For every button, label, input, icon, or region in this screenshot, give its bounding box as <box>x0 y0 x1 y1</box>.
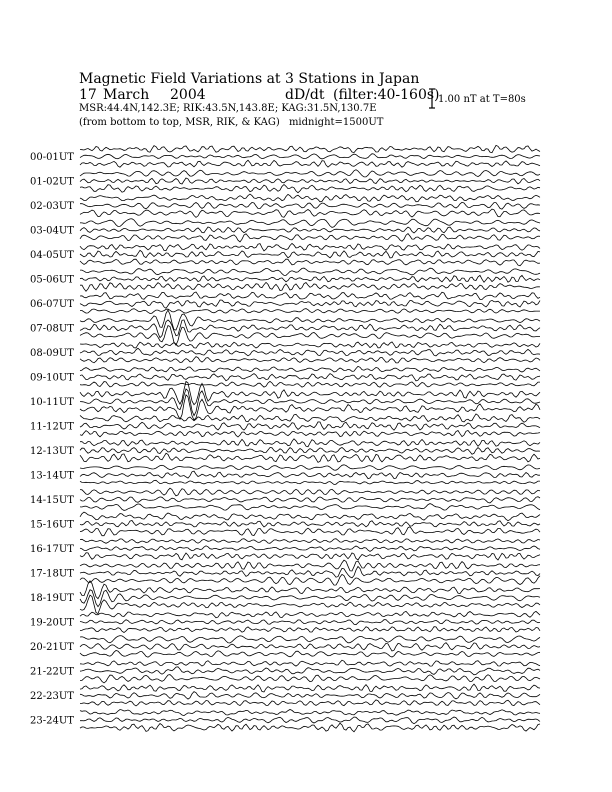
hour-row <box>30 710 540 732</box>
hour-row <box>30 292 540 314</box>
station-trace-MSR <box>80 357 540 363</box>
date-year: 2004 <box>170 87 206 103</box>
row-label: 09-10UT <box>30 372 74 384</box>
station-trace-KAG <box>80 660 540 666</box>
station-trace-MSR <box>80 553 540 560</box>
station-trace-RIK <box>80 275 540 282</box>
row-label: 23-24UT <box>30 715 74 727</box>
station-trace-MSR <box>80 651 540 658</box>
row-label: 13-14UT <box>30 470 74 482</box>
station-trace-KAG <box>80 268 540 275</box>
station-trace-KAG <box>80 170 540 177</box>
hour-row <box>30 465 540 485</box>
station-trace-MSR <box>80 185 540 193</box>
row-label: 15-16UT <box>30 519 74 531</box>
hour-row <box>30 268 540 291</box>
station-trace-MSR <box>80 431 540 438</box>
hour-row <box>30 439 540 463</box>
row-label: 10-11UT <box>30 397 74 408</box>
station-trace-MSR <box>80 453 540 462</box>
hour-row <box>30 381 540 420</box>
station-trace-RIK <box>80 250 540 258</box>
row-label: 22-23UT <box>30 691 74 702</box>
station-trace-KAG <box>80 194 540 202</box>
station-trace-MSR <box>80 675 540 683</box>
station-trace-RIK <box>80 643 540 651</box>
station-trace-RIK <box>80 546 540 552</box>
station-trace-MSR <box>80 259 540 266</box>
station-trace-RIK <box>80 620 540 625</box>
station-trace-KAG <box>80 145 540 152</box>
station-trace-RIK <box>80 717 540 724</box>
station-trace-MSR <box>80 723 540 732</box>
hour-row <box>30 342 540 363</box>
hour-row <box>30 660 540 683</box>
station-trace-RIK <box>80 521 540 528</box>
hour-row <box>30 310 540 345</box>
row-label: 14-15UT <box>30 495 74 506</box>
row-label: 16-17UT <box>30 544 74 555</box>
station-trace-KAG <box>80 710 540 716</box>
row-label: 21-22UT <box>30 666 74 678</box>
station-trace-MSR <box>80 234 540 242</box>
station-trace-KAG <box>80 292 540 300</box>
hour-row <box>30 243 540 265</box>
station-trace-MSR <box>80 395 540 420</box>
station-trace-KAG <box>80 465 540 470</box>
filter-label: (filter:40-160s) <box>333 87 440 103</box>
station-trace-KAG <box>80 512 540 521</box>
station-trace-KAG <box>80 366 540 372</box>
quantity-label: dD/dt <box>285 87 325 103</box>
row-label: 00-01UT <box>30 152 74 163</box>
hour-row <box>30 636 540 658</box>
row-label: 18-19UT <box>30 593 74 604</box>
station-trace-RIK <box>80 566 540 578</box>
station-trace-MSR <box>80 209 540 217</box>
station-trace-KAG <box>80 439 540 447</box>
station-trace-MSR <box>80 160 540 167</box>
row-label: 19-20UT <box>30 617 74 629</box>
station-trace-MSR <box>80 381 540 387</box>
hour-row <box>30 560 540 585</box>
midnight-note: midnight=1500UT <box>288 117 384 128</box>
row-label: 04-05UT <box>30 250 74 261</box>
station-trace-MSR <box>80 504 540 511</box>
station-trace-KAG <box>80 611 540 617</box>
hour-row <box>30 170 540 193</box>
date-month: March <box>103 87 150 103</box>
hour-row <box>30 219 540 242</box>
hour-row <box>30 194 540 217</box>
row-label: 03-04UT <box>30 225 74 237</box>
station-trace-RIK <box>80 471 540 479</box>
station-trace-RIK <box>80 448 540 455</box>
station-trace-KAG <box>80 684 540 692</box>
station-trace-RIK <box>80 348 540 356</box>
row-label: 08-09UT <box>30 348 74 359</box>
hour-row <box>30 488 540 510</box>
station-trace-RIK <box>80 227 540 233</box>
hour-row <box>30 611 540 632</box>
row-label: 20-21UT <box>30 642 74 653</box>
hour-row <box>30 145 540 167</box>
hour-row <box>30 512 540 536</box>
station-trace-KAG <box>80 219 540 228</box>
row-label: 02-03UT <box>30 201 74 212</box>
scale-bar-label: 1.00 nT at T=80s <box>438 94 526 105</box>
hour-row <box>30 366 540 387</box>
row-label: 12-13UT <box>30 446 74 457</box>
order-note-text: (from bottom to top, MSR, RIK, & KAG) <box>79 117 280 128</box>
station-trace-KAG <box>80 539 540 544</box>
station-trace-KAG <box>80 581 540 599</box>
station-trace-MSR <box>80 309 540 314</box>
station-trace-RIK <box>80 692 540 700</box>
hour-row <box>30 539 540 560</box>
station-trace-KAG <box>80 243 540 251</box>
station-trace-RIK <box>80 422 540 430</box>
station-trace-MSR <box>80 282 540 291</box>
stations-label: MSR:44.4N,142.3E; RIK:43.5N,143.8E; KAG:31.5N,130.7E <box>79 103 377 114</box>
station-trace-KAG <box>80 381 540 404</box>
station-trace-MSR <box>80 527 540 536</box>
station-trace-RIK <box>80 178 540 184</box>
row-label: 17-18UT <box>30 568 74 580</box>
row-label: 06-07UT <box>30 299 74 310</box>
station-trace-RIK <box>80 497 540 503</box>
station-trace-KAG <box>80 342 540 348</box>
station-trace-MSR <box>80 480 540 484</box>
station-trace-KAG <box>80 560 540 571</box>
station-trace-RIK <box>80 667 540 675</box>
station-trace-RIK <box>80 202 540 209</box>
row-label: 01-02UT <box>30 176 74 188</box>
station-trace-KAG <box>80 414 540 422</box>
row-label: 11-12UT <box>30 421 74 433</box>
scale-bar <box>429 89 435 108</box>
hour-row <box>30 581 540 614</box>
station-trace-KAG <box>80 488 540 496</box>
row-label: 07-08UT <box>30 323 74 335</box>
chart-title: Magnetic Field Variations at 3 Stations in Japan <box>79 71 420 87</box>
station-trace-MSR <box>80 700 540 706</box>
station-trace-MSR <box>80 627 540 633</box>
station-trace-MSR <box>80 574 540 585</box>
date-day: 17 <box>79 87 97 103</box>
station-trace-RIK <box>80 154 540 159</box>
station-trace-KAG <box>80 636 540 643</box>
hour-row <box>30 414 540 437</box>
station-trace-RIK <box>80 374 540 381</box>
row-label: 05-06UT <box>30 274 74 286</box>
station-trace-RIK <box>80 300 540 308</box>
hour-row <box>30 684 540 706</box>
